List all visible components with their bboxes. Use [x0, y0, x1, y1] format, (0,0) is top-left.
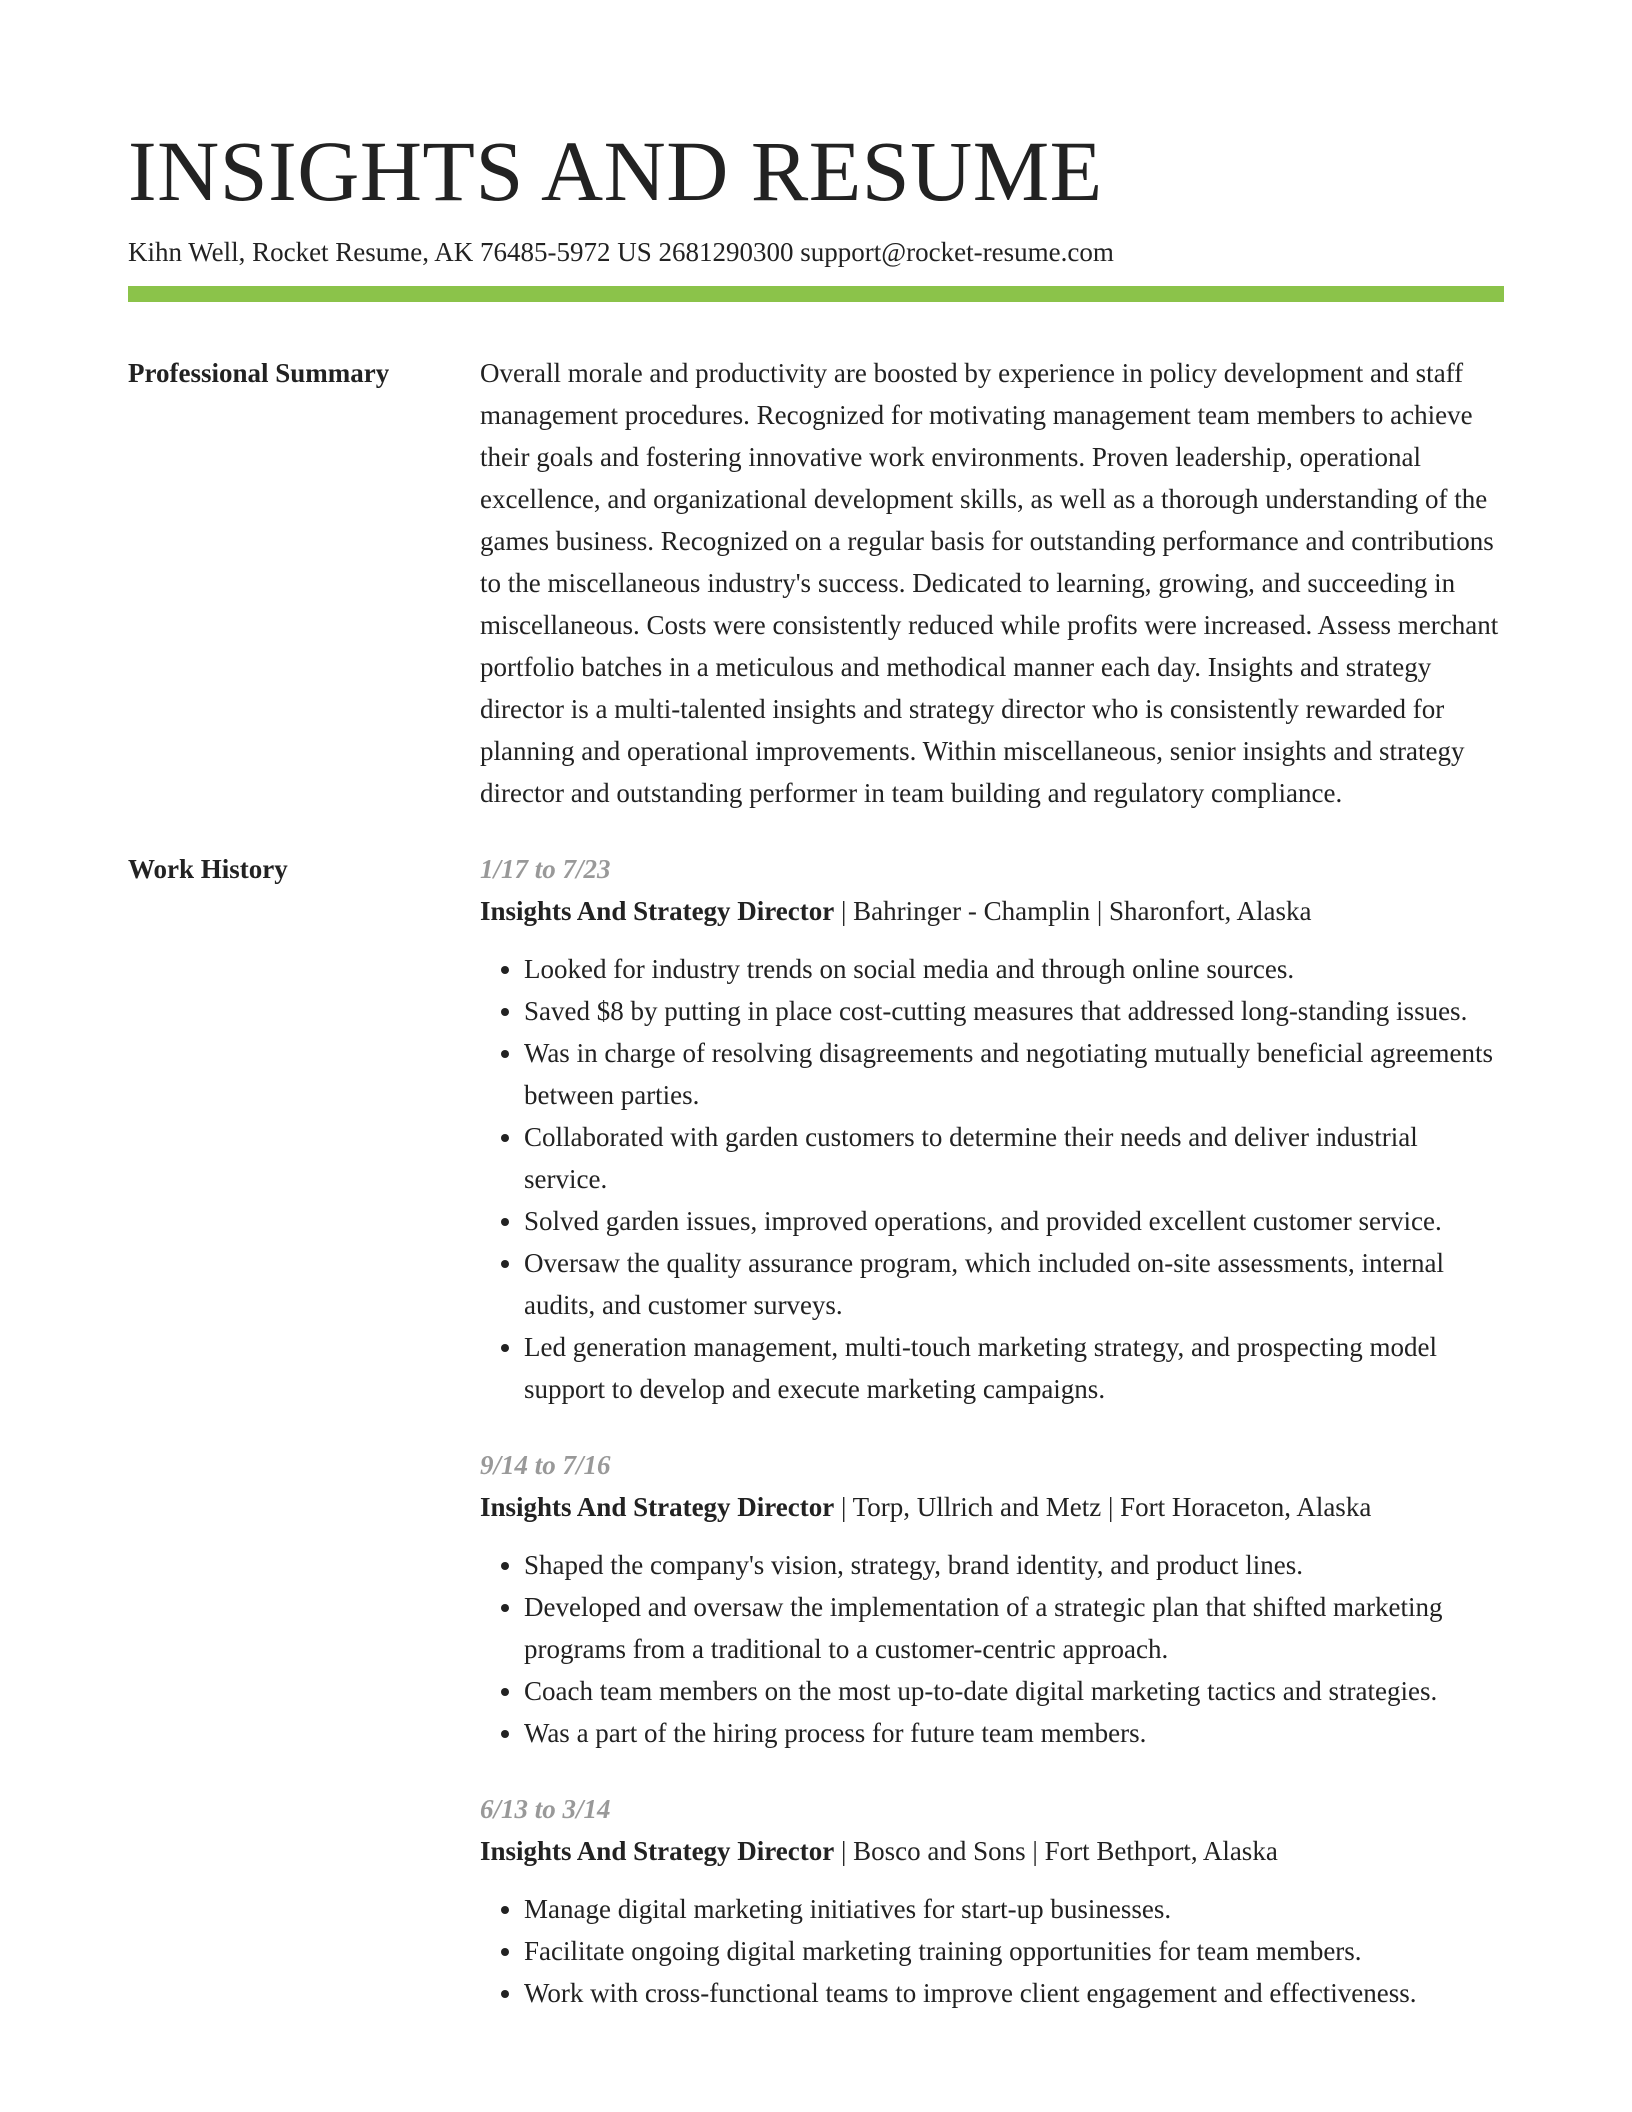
job-heading [480, 1486, 1504, 1528]
job-entry [480, 1788, 1504, 2014]
job-bullet: • Oversaw the quality assurance program, which included on-site assessments, internal audits, and customer surveys. [524, 1242, 1504, 1326]
contact-line: Kihn Well, Rocket Resume, AK 76485-5972 US 2681290300 support@rocket-resume.com [128, 237, 1114, 267]
job-bullet: • Developed and oversaw the implementation of a strategic plan that shifted marketing programs from a traditional to a customer-centric approach. [524, 1586, 1504, 1670]
job-heading [480, 890, 1504, 932]
resume-name: INSIGHTS AND RESUME [128, 123, 1103, 219]
job-bullets [480, 1888, 1504, 2014]
job-bullet: • Collaborated with garden customers to determine their needs and deliver industrial service. [524, 1116, 1504, 1200]
job-company-location: | Bahringer - Champlin | Sharonfort, Alaska [834, 896, 1312, 926]
job-bullets [480, 948, 1504, 1410]
job-dates: 1/17 to 7/23 [480, 854, 611, 884]
job-company-location: | Bosco and Sons | Fort Bethport, Alaska [834, 1836, 1278, 1866]
job-bullet: • Shaped the company's vision, strategy, brand identity, and product lines. [524, 1544, 1504, 1586]
job-bullet: • Was a part of the hiring process for future team members. [524, 1712, 1504, 1754]
job-title: Insights And Strategy Director [480, 1836, 835, 1866]
job-dates: 6/13 to 3/14 [480, 1794, 611, 1824]
job-heading [480, 1830, 1504, 1872]
resume-page [128, 0, 1504, 2048]
job-bullet: • Manage digital marketing initiatives for start-up businesses. [524, 1888, 1504, 1930]
section-title-summary: Professional Summary [128, 358, 390, 388]
job-bullet: • Was in charge of resolving disagreements and negotiating mutually beneficial agreements between parties. [524, 1032, 1504, 1116]
job-title: Insights And Strategy Director [480, 896, 835, 926]
job-entry [480, 848, 1504, 1410]
job-dates: 9/14 to 7/16 [480, 1450, 611, 1480]
job-bullet: • Saved $8 by putting in place cost-cutting measures that addressed long-standing issues. [524, 990, 1504, 1032]
work-history-section [128, 848, 1504, 2048]
job-bullet: • Coach team members on the most up-to-date digital marketing tactics and strategies. [524, 1670, 1504, 1712]
section-title-work-history: Work History [128, 854, 288, 884]
summary-body [480, 352, 1504, 814]
job-bullet: • Work with cross-functional teams to improve client engagement and effectiveness. [524, 1972, 1504, 2014]
job-bullet: • Led generation management, multi-touch marketing strategy, and prospecting model support to develop and execute marketing campaigns. [524, 1326, 1504, 1410]
professional-summary-section [128, 352, 1504, 814]
work-history-body [480, 848, 1504, 2048]
job-bullet: • Facilitate ongoing digital marketing training opportunities for team members. [524, 1930, 1504, 1972]
job-bullet: • Looked for industry trends on social media and through online sources. [524, 948, 1504, 990]
job-bullet: • Solved garden issues, improved operations, and provided excellent customer service. [524, 1200, 1504, 1242]
job-entry [480, 1444, 1504, 1754]
job-bullets [480, 1544, 1504, 1754]
job-title: Insights And Strategy Director [480, 1492, 835, 1522]
job-company-location: | Torp, Ullrich and Metz | Fort Horaceton, Alaska [834, 1492, 1372, 1522]
summary-text: Overall morale and productivity are boosted by experience in policy development and staff management procedures. Recognized for motivating management team members to achieve their goals and fostering innovative work environments. Proven leadership, operational excellence, and organizational development skills, as well as a thorough understanding of the games business. Recognized on a regular basis for outstanding performance and contributions to the miscellaneous industry's success. Dedicated to learning, growing, and succeeding in miscellaneous. Costs were consistently reduced while profits were increased. Assess merchant portfolio batches in a meticulous and methodical manner each day. Insights and strategy director is a multi-talented insights and strategy director who is consistently rewarded for planning and operational improvements. Within miscellaneous, senior insights and strategy director and outstanding performer in team building and regulatory compliance. [480, 358, 1499, 808]
header-divider [128, 286, 1504, 302]
